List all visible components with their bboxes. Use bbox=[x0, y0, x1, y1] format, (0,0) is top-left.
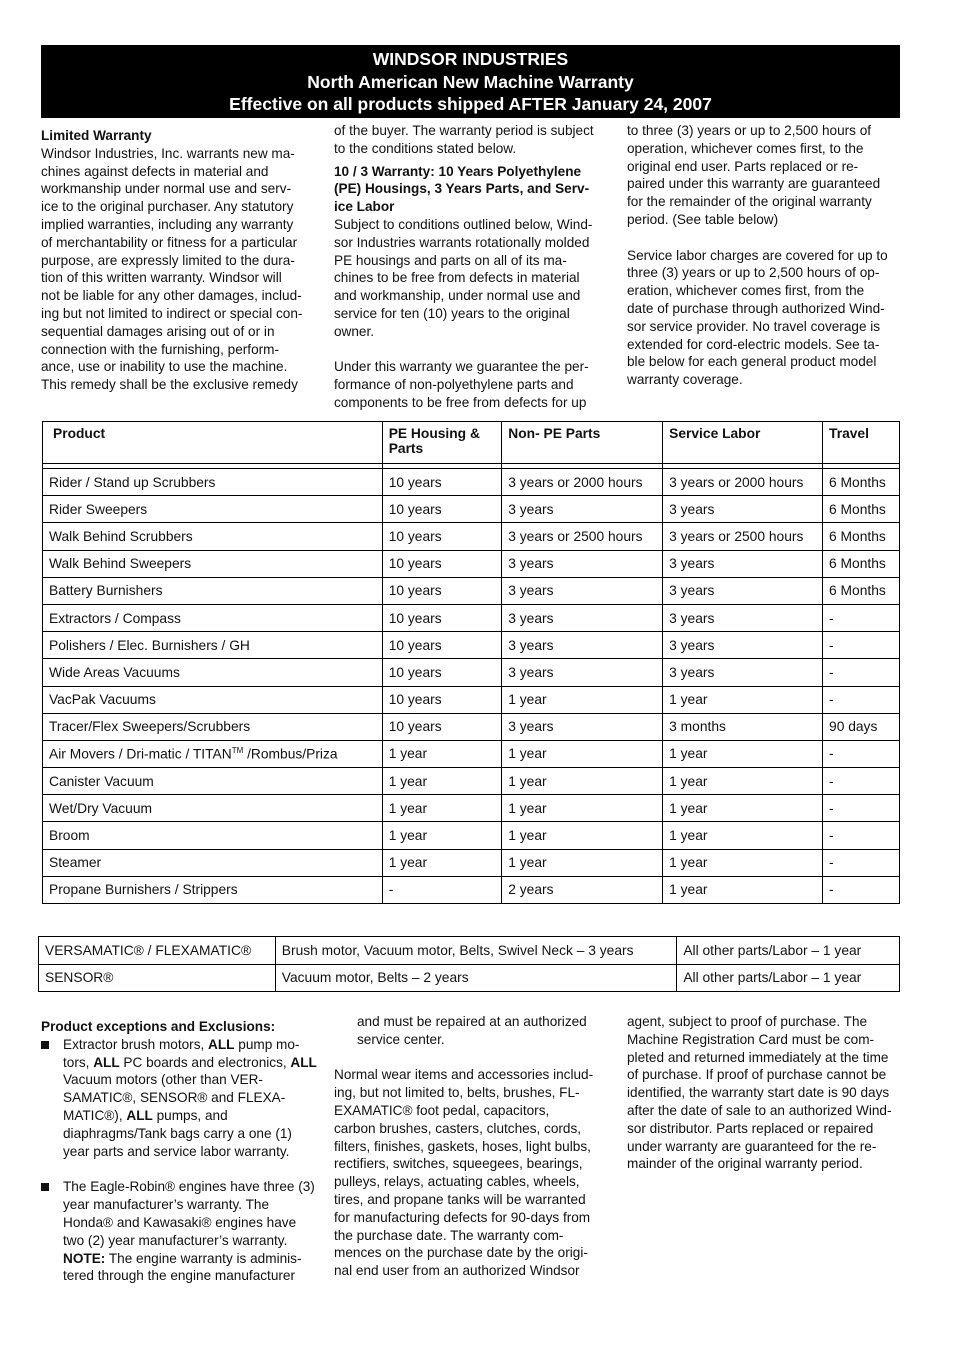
table-cell: - bbox=[823, 768, 900, 795]
line: carbon brushes, casters, clutches, cords, bbox=[334, 1120, 582, 1136]
text-run: Extractor brush motors, bbox=[63, 1036, 209, 1052]
line: pulleys, relays, actuating cables, wheels, bbox=[334, 1174, 580, 1190]
line: pleted and returned immediately at the time bbox=[627, 1049, 889, 1065]
table-cell: 6 Months bbox=[823, 550, 900, 577]
table-row bbox=[43, 523, 900, 550]
table-row bbox=[43, 550, 900, 577]
ten-three-section bbox=[334, 122, 616, 412]
line: workmanship under normal use and serv- bbox=[41, 181, 292, 197]
table-cell: Polishers / Elec. Burnishers / GH bbox=[43, 632, 383, 659]
table-cell: - bbox=[823, 604, 900, 631]
table-cell: 1 year bbox=[382, 822, 502, 849]
line: service for ten (10) years to the original bbox=[334, 305, 570, 321]
line: Service labor charges are covered for up to bbox=[627, 247, 888, 263]
table-row bbox=[39, 964, 900, 992]
line: mainder of the original warranty period. bbox=[627, 1156, 863, 1172]
table-cell: Propane Burnishers / Strippers bbox=[43, 876, 383, 903]
table-row bbox=[43, 849, 900, 876]
ten-three-heading: 10 / 3 Warranty: 10 Years Polyethylene bbox=[334, 163, 582, 179]
line: Normal wear items and accessories includ- bbox=[334, 1067, 594, 1083]
table-cell: - bbox=[823, 686, 900, 713]
line: paired under this warranty are guaranteed bbox=[627, 176, 881, 192]
warranty-table bbox=[42, 421, 900, 904]
table-cell: 3 years bbox=[663, 604, 823, 631]
table-cell: - bbox=[823, 876, 900, 903]
table-cell: 6 Months bbox=[823, 469, 900, 496]
column-header: Non- PE Parts bbox=[502, 422, 663, 464]
table-cell: 1 year bbox=[663, 795, 823, 822]
line: components to be free from defects for up bbox=[334, 394, 587, 410]
line: formance of non-polyethylene parts and bbox=[334, 377, 574, 393]
line: PE housings and parts on all of its ma- bbox=[334, 252, 567, 268]
line: rectifiers, switches, squeegees, bearings, bbox=[334, 1156, 583, 1172]
table-cell: 1 year bbox=[502, 768, 663, 795]
table-cell: SENSOR® bbox=[39, 964, 276, 992]
table-cell: Extractors / Compass bbox=[43, 604, 383, 631]
table-cell: 3 months bbox=[663, 713, 823, 740]
table-cell: 90 days bbox=[823, 713, 900, 740]
table-cell: 3 years or 2500 hours bbox=[663, 523, 823, 550]
table-row bbox=[43, 469, 900, 496]
line: EXAMATIC® foot pedal, capacitors, bbox=[334, 1102, 550, 1118]
table-cell: Walk Behind Scrubbers bbox=[43, 523, 383, 550]
table-row bbox=[43, 632, 900, 659]
text-run-bold: ALL bbox=[126, 1107, 153, 1123]
line: ble below for each general product model bbox=[627, 354, 877, 370]
table-cell bbox=[43, 740, 383, 767]
table-cell: 1 year bbox=[382, 768, 502, 795]
table-cell: - bbox=[823, 849, 900, 876]
product-name-suffix: /Rombus/Priza bbox=[243, 746, 338, 762]
table-cell: 10 years bbox=[382, 604, 502, 631]
square-bullet-icon bbox=[41, 1041, 49, 1049]
line: operation, whichever comes first, to the bbox=[627, 140, 864, 156]
table-cell: 3 years bbox=[663, 496, 823, 523]
table-cell: 10 years bbox=[382, 659, 502, 686]
table-cell: 1 year bbox=[502, 795, 663, 822]
table-cell: Broom bbox=[43, 822, 383, 849]
table-cell: - bbox=[823, 659, 900, 686]
line: three (3) years or up to 2,500 hours of op- bbox=[627, 265, 880, 281]
table-cell: 1 year bbox=[663, 876, 823, 903]
table-cell: Rider / Stand up Scrubbers bbox=[43, 469, 383, 496]
line: identified, the warranty start date is 90 days bbox=[627, 1085, 890, 1101]
square-bullet-icon bbox=[41, 1183, 49, 1191]
table-cell: 1 year bbox=[382, 795, 502, 822]
line: tires, and propane tanks will be warranted bbox=[334, 1191, 586, 1207]
line: chines to be free from defects in material bbox=[334, 270, 580, 286]
table-cell: 3 years bbox=[663, 550, 823, 577]
line: owner. bbox=[334, 323, 375, 339]
table-cell: 3 years bbox=[502, 550, 663, 577]
line: sor distributor. Parts replaced or repaired bbox=[627, 1120, 874, 1136]
table-cell: 1 year bbox=[663, 740, 823, 767]
table-cell: 1 year bbox=[502, 686, 663, 713]
table-cell: 10 years bbox=[382, 469, 502, 496]
table-cell: 3 years bbox=[502, 659, 663, 686]
table-cell: - bbox=[823, 822, 900, 849]
page-header bbox=[41, 45, 900, 118]
table-cell: Battery Burnishers bbox=[43, 577, 383, 604]
text-run-bold: ALL bbox=[208, 1036, 235, 1052]
table-row bbox=[43, 659, 900, 686]
table-cell: Vacuum motor, Belts – 2 years bbox=[275, 964, 677, 992]
line: to three (3) years or up to 2,500 hours of bbox=[627, 123, 872, 138]
text-run: The engine warranty is adminis-tered through the engine manufacturer bbox=[63, 1250, 302, 1284]
line: nal end user from an authorized Windsor bbox=[334, 1263, 580, 1279]
table-cell: 10 years bbox=[382, 523, 502, 550]
line: purpose, are expressly limited to the dura- bbox=[41, 252, 295, 268]
line: filters, finishes, gaskets, hoses, light bulbs, bbox=[334, 1138, 591, 1154]
line: agent, subject to proof of purchase. The bbox=[627, 1014, 868, 1029]
exceptions-section bbox=[41, 1018, 317, 1285]
table-cell: 1 year bbox=[502, 849, 663, 876]
line: ance, use or inability to use the machine. bbox=[41, 359, 288, 375]
line: ing but not limited to indirect or special con- bbox=[41, 305, 303, 321]
table-cell: 6 Months bbox=[823, 496, 900, 523]
line: to the conditions stated below. bbox=[334, 140, 517, 156]
line: for manufacturing defects for 90-days from bbox=[334, 1209, 591, 1225]
product-name: Air Movers / Dri-matic / TITAN bbox=[49, 746, 232, 762]
table-cell: 2 years bbox=[502, 876, 663, 903]
table-cell: Wide Areas Vacuums bbox=[43, 659, 383, 686]
service-labor-section bbox=[627, 122, 909, 389]
line: Subject to conditions outlined below, Wind- bbox=[334, 216, 593, 232]
table-row bbox=[43, 604, 900, 631]
line: date of purchase through authorized Wind- bbox=[627, 300, 885, 316]
limited-warranty-heading: Limited Warranty bbox=[41, 128, 152, 143]
table-cell: VERSAMATIC® / FLEXAMATIC® bbox=[39, 937, 276, 965]
text-run: Vacuum motors (other than VER-SAMATIC®, SENSOR® and FLEXA-MATIC®), bbox=[63, 1072, 286, 1123]
table-cell: 10 years bbox=[382, 632, 502, 659]
line: of merchantability or fitness for a particular bbox=[41, 234, 298, 250]
company-title: WINDSOR INDUSTRIES bbox=[372, 49, 569, 69]
table-row bbox=[43, 577, 900, 604]
line: of the buyer. The warranty period is subject bbox=[334, 123, 594, 138]
column-header: Service Labor bbox=[663, 422, 823, 464]
table-cell: 10 years bbox=[382, 550, 502, 577]
line: and workmanship, under normal use and bbox=[334, 288, 581, 304]
list-item bbox=[41, 1178, 317, 1285]
table-cell: 10 years bbox=[382, 496, 502, 523]
line: tion of this written warranty. Windsor will bbox=[41, 270, 282, 286]
exceptions-heading: Product exceptions and Exclusions: bbox=[41, 1019, 276, 1034]
line: extended for cord-electric models. See ta- bbox=[627, 336, 880, 352]
table-cell: Brush motor, Vacuum motor, Belts, Swivel Neck – 3 years bbox=[275, 937, 677, 965]
table-cell: 3 years or 2000 hours bbox=[663, 469, 823, 496]
table-cell: 3 years bbox=[502, 577, 663, 604]
model-exceptions-table bbox=[38, 936, 900, 992]
table-cell: - bbox=[823, 795, 900, 822]
table-row bbox=[43, 713, 900, 740]
table-cell: 3 years bbox=[663, 577, 823, 604]
table-cell: - bbox=[823, 632, 900, 659]
line: warranty coverage. bbox=[627, 372, 743, 388]
table-cell: 3 years or 2000 hours bbox=[502, 469, 663, 496]
table-cell: Steamer bbox=[43, 849, 383, 876]
table-cell: 10 years bbox=[382, 577, 502, 604]
table-cell: 3 years bbox=[663, 659, 823, 686]
table-cell: 1 year bbox=[382, 849, 502, 876]
table-cell: 3 years or 2500 hours bbox=[502, 523, 663, 550]
line: for the remainder of the original warranty bbox=[627, 194, 872, 210]
table-cell: 6 Months bbox=[823, 577, 900, 604]
table-cell: VacPak Vacuums bbox=[43, 686, 383, 713]
list-item bbox=[41, 1036, 317, 1161]
table-cell: 3 years bbox=[502, 713, 663, 740]
line: eration, whichever comes first, from the bbox=[627, 283, 865, 299]
exceptions-list bbox=[41, 1036, 317, 1285]
table-row bbox=[43, 768, 900, 795]
table-cell: 3 years bbox=[502, 604, 663, 631]
table-cell: All other parts/Labor – 1 year bbox=[677, 937, 900, 965]
line: mences on the purchase date by the origi- bbox=[334, 1245, 588, 1261]
text-run: The Eagle-Robin® engines have three (3) year manufacturer’s warranty. The Honda® and Kawasaki® engines have two (2) year manufacturer’s warranty. bbox=[63, 1179, 315, 1248]
table-cell: 3 years bbox=[502, 632, 663, 659]
line: connection with the furnishing, perform- bbox=[41, 341, 280, 357]
table-row bbox=[43, 795, 900, 822]
line: service center. bbox=[357, 1031, 445, 1047]
line: original end user. Parts replaced or re- bbox=[627, 158, 859, 174]
table-cell: - bbox=[382, 876, 502, 903]
table-cell: 10 years bbox=[382, 686, 502, 713]
table-cell: 1 year bbox=[663, 686, 823, 713]
table-row bbox=[43, 876, 900, 903]
line: sor service provider. No travel coverage is bbox=[627, 318, 881, 334]
column-header: PE Housing & Parts bbox=[382, 422, 502, 464]
table-row bbox=[43, 822, 900, 849]
table-cell: 6 Months bbox=[823, 523, 900, 550]
table-cell: 1 year bbox=[663, 822, 823, 849]
text-run: pumps, and diaphragms/Tank bags carry a one (1) year parts and service labor warranty. bbox=[63, 1107, 292, 1159]
trademark-mark: TM bbox=[231, 746, 244, 756]
proof-of-purchase-section bbox=[627, 1013, 912, 1173]
table-cell: 3 years bbox=[663, 632, 823, 659]
table-cell: 10 years bbox=[382, 713, 502, 740]
line: ice to the original purchaser. Any statutory bbox=[41, 199, 294, 215]
effective-date: Effective on all products shipped AFTER January 24, 2007 bbox=[229, 94, 712, 114]
table-row bbox=[43, 686, 900, 713]
line: not be liable for any other damages, includ- bbox=[41, 288, 302, 304]
line: of purchase. If proof of purchase cannot be bbox=[627, 1067, 887, 1083]
text-run-bold: ALL bbox=[93, 1054, 120, 1070]
ten-three-heading: (PE) Housings, 3 Years Parts, and Serv- bbox=[334, 181, 590, 197]
table-cell: All other parts/Labor – 1 year bbox=[677, 964, 900, 992]
table-cell: 1 year bbox=[382, 740, 502, 767]
table-cell: Tracer/Flex Sweepers/Scrubbers bbox=[43, 713, 383, 740]
table-header-row bbox=[43, 422, 900, 464]
line: This remedy shall be the exclusive remedy bbox=[41, 377, 298, 393]
ten-three-heading: ice Labor bbox=[334, 199, 395, 215]
line: ing, but not limited to, belts, brushes, FL- bbox=[334, 1085, 580, 1101]
table-cell: 1 year bbox=[663, 849, 823, 876]
text-run: pump mo-tors, bbox=[63, 1036, 300, 1070]
line: implied warranties, including any warranty bbox=[41, 216, 294, 232]
text-run-bold: ALL bbox=[290, 1054, 317, 1070]
warranty-title: North American New Machine Warranty bbox=[307, 71, 634, 92]
table-cell: 1 year bbox=[502, 822, 663, 849]
line: Under this warranty we guarantee the per- bbox=[334, 359, 589, 375]
line: under warranty are guaranteed for the re- bbox=[627, 1138, 877, 1154]
table-cell: 3 years bbox=[502, 496, 663, 523]
line: after the date of sale to an authorized Wind- bbox=[627, 1102, 892, 1118]
line: sor Industries warrants rotationally molded bbox=[334, 234, 590, 250]
line: sequential damages arising out of or in bbox=[41, 323, 275, 339]
table-cell: Walk Behind Sweepers bbox=[43, 550, 383, 577]
text-run-bold: NOTE: bbox=[63, 1250, 106, 1266]
line: the purchase date. The warranty com- bbox=[334, 1227, 564, 1243]
line: Windsor Industries, Inc. warrants new ma- bbox=[41, 145, 295, 161]
line: and must be repaired at an authorized bbox=[357, 1014, 587, 1029]
limited-warranty-section bbox=[41, 127, 321, 394]
table-row bbox=[39, 937, 900, 965]
table-row bbox=[43, 740, 900, 767]
text-run: PC boards and electronics, bbox=[119, 1054, 291, 1070]
line: chines against defects in material and bbox=[41, 163, 269, 179]
line: Machine Registration Card must be com- bbox=[627, 1031, 875, 1047]
table-cell: Wet/Dry Vacuum bbox=[43, 795, 383, 822]
table-cell: Rider Sweepers bbox=[43, 496, 383, 523]
table-cell: 1 year bbox=[663, 768, 823, 795]
table-cell: 1 year bbox=[502, 740, 663, 767]
column-header: Travel bbox=[823, 422, 900, 464]
table-row bbox=[43, 496, 900, 523]
table-cell: Canister Vacuum bbox=[43, 768, 383, 795]
table-cell: - bbox=[823, 740, 900, 767]
column-header: Product bbox=[43, 422, 383, 464]
line: period. (See table below) bbox=[627, 211, 779, 227]
normal-wear-section bbox=[334, 1013, 616, 1280]
